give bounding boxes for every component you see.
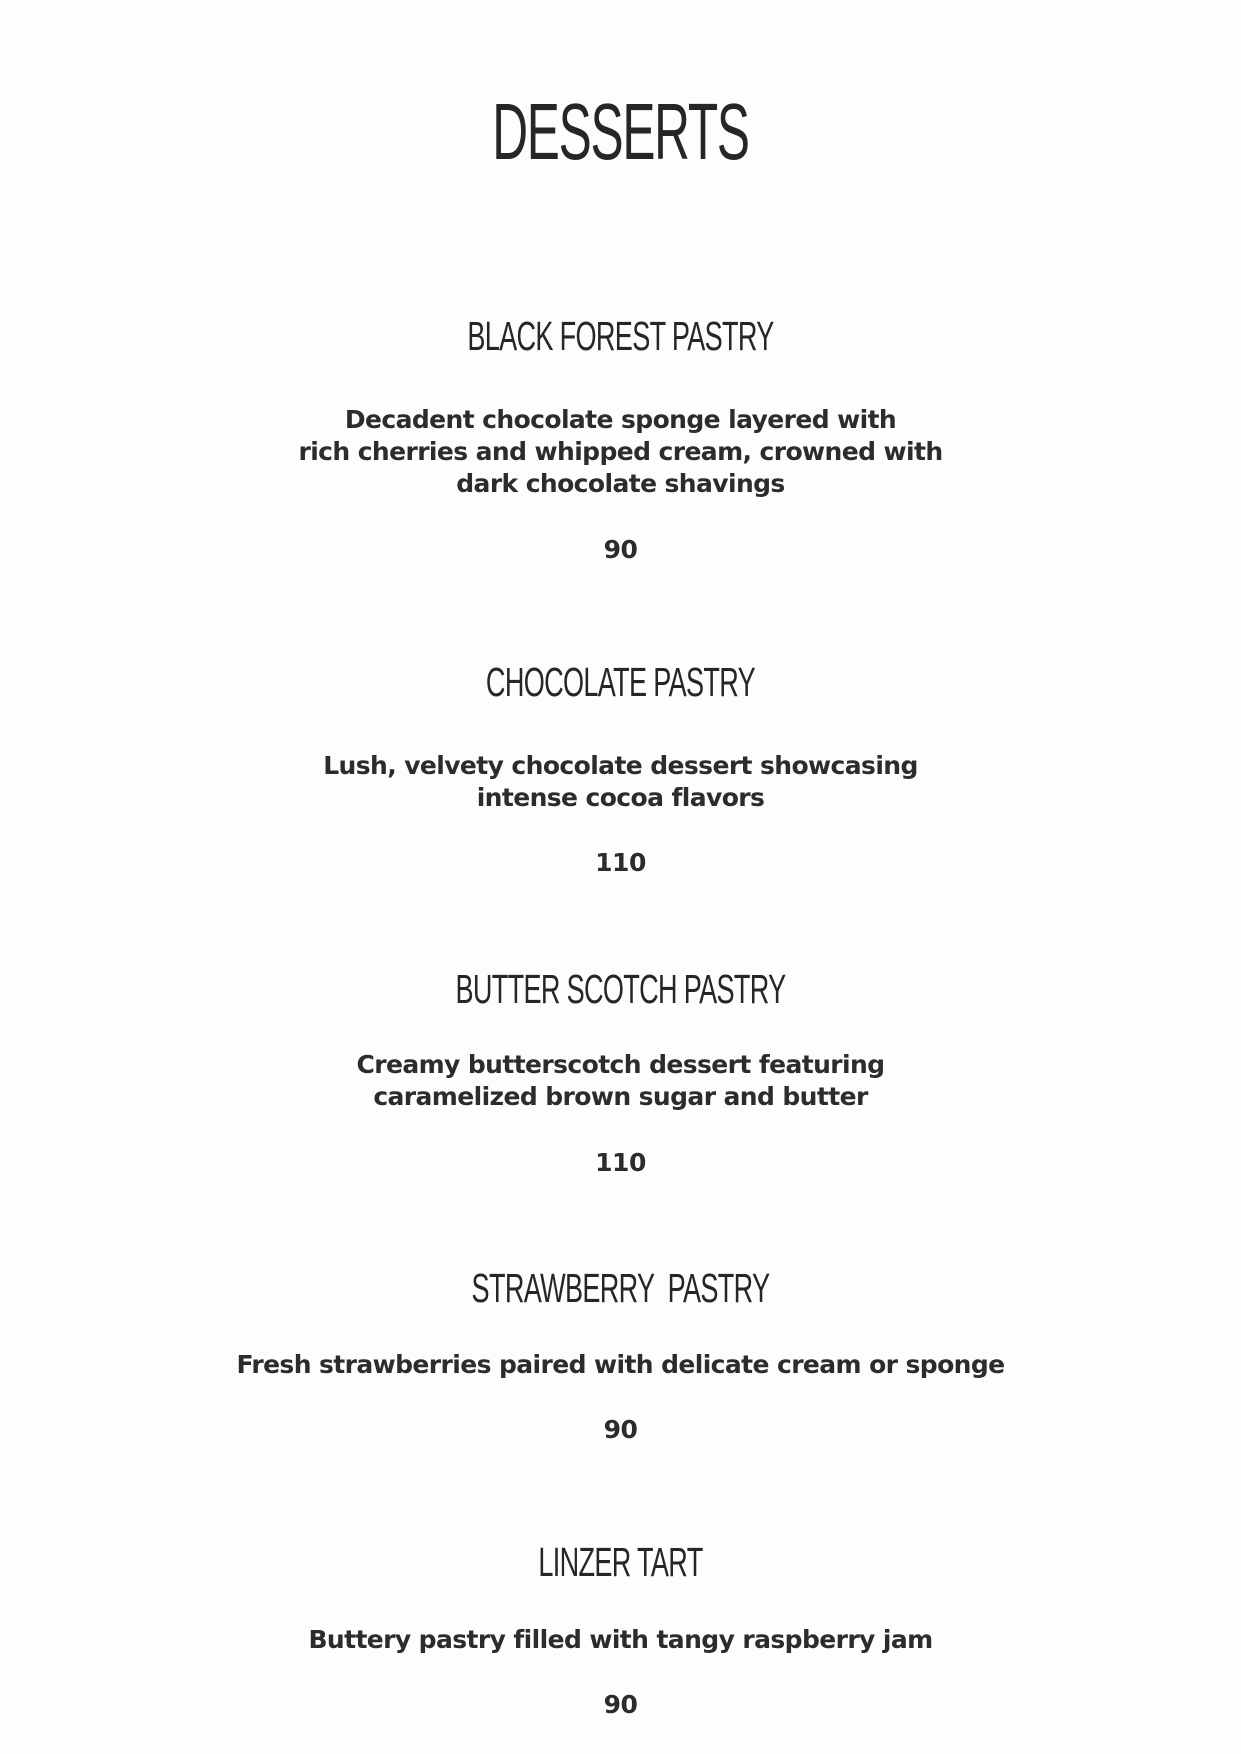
item-description-line: Buttery pastry filled with tangy raspberry jam <box>308 1625 933 1654</box>
item-price: 90 <box>603 1690 638 1719</box>
item-name-chocolate-pastry: CHOCOLATE PASTRY <box>485 659 756 705</box>
item-description-line: rich cherries and whipped cream, crowned with <box>298 437 943 466</box>
item-description-line: Lush, velvety chocolate dessert showcasing <box>323 751 918 780</box>
item-description-line: caramelized brown sugar and butter <box>373 1082 868 1111</box>
item-description-line: intense cocoa flavors <box>476 783 765 812</box>
page-title: DESSERTS <box>492 86 749 176</box>
item-name-strawberry-pastry: STRAWBERRY PASTRY <box>471 1265 770 1311</box>
item-price: 90 <box>603 535 638 564</box>
item-description-line: Decadent chocolate sponge layered with <box>344 405 897 434</box>
item-name-linzer-tart: LINZER TART <box>538 1539 703 1585</box>
item-price: 110 <box>595 848 646 877</box>
item-description-line: dark chocolate shavings <box>456 469 785 498</box>
item-description-line: Fresh strawberries paired with delicate cream or sponge <box>236 1350 1005 1379</box>
item-description-line: Creamy butterscotch dessert featuring <box>356 1050 885 1079</box>
item-price: 90 <box>603 1415 638 1444</box>
item-name-black-forest-pastry: BLACK FOREST PASTRY <box>467 313 774 359</box>
item-price: 110 <box>595 1148 646 1177</box>
item-name-butter-scotch-pastry: BUTTER SCOTCH PASTRY <box>455 966 786 1012</box>
